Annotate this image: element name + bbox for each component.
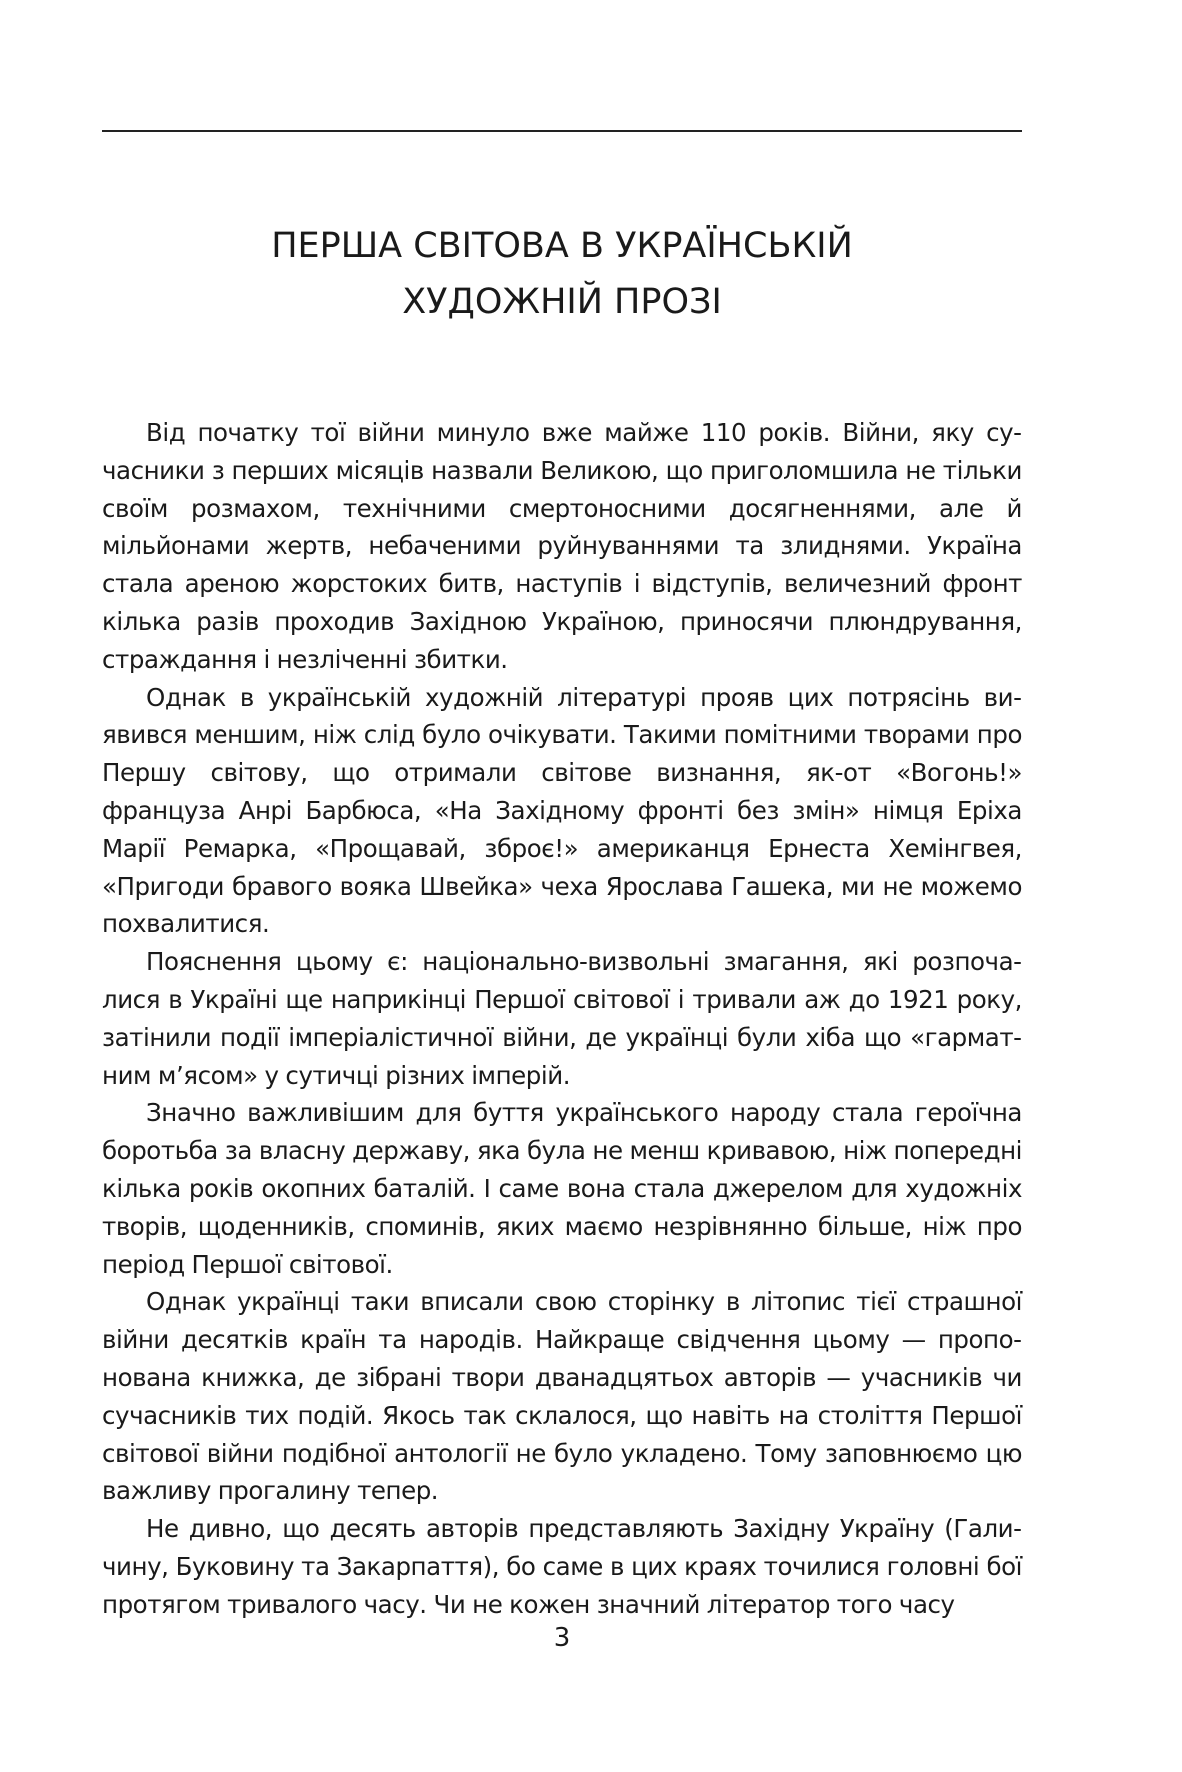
chapter-title-line-2: ХУДОЖНІЙ ПРОЗІ	[402, 282, 722, 322]
page-number: 3	[553, 1623, 571, 1653]
paragraph: Від початку тої війни минуло вже майже 110 років. Війни, яку сучасники з перших місяців назвали Великою, що приголомшила не тільки своїм розмахом, технічними смертоносними досягненнями, але й мільйонами жертв, небаченими руйнуваннями та злиднями. Україна стала ареною жорстоких битв, наступів і відступів, величезний фронт кілька разів проходив Західною Україною, приносячи плюндрування, страждання і незліченні збитки.	[102, 418, 1022, 674]
paragraph: Пояснення цьому є: національно-визвольні змагання, які розпочалися в Україні ще наприкінці Першої світової і тривали аж до 1921 року, затінили події імперіалістичної війни, де українці були хіба що «гарматним м’ясом» у сутичці різних імперій.	[102, 947, 1022, 1090]
chapter-title-line-1: ПЕРША СВІТОВА В УКРАЇНСЬКІЙ	[271, 226, 853, 266]
chapter-title	[102, 218, 1022, 330]
paragraph: Однак українці таки вписали свою сторінку в літопис тієї страшної війни десятків країн та народів. Найкраще свідчення цьому — пропонована книжка, де зібрані твори дванадцятьох авторів — учасників чи сучасників тих подій. Якось так склалося, що навіть на століття Першої світової війни подібної антології не було укладено. Тому заповнюємо цю важливу прогалину тепер.	[102, 1287, 1022, 1506]
paragraph: Не дивно, що десять авторів представляють Західну Україну (Галичину, Буковину та Закарпаття), бо саме в цих краях точилися головні бої протягом тривалого часу. Чи не кожен значний літератор того часу	[102, 1514, 1022, 1619]
body-text	[102, 414, 1022, 1624]
paragraph: Значно важливішим для буття українського народу стала героїчна боротьба за власну державу, яка була не менш кривавою, ніж попередні кілька років окопних баталій. І саме вона стала джерелом для художніх творів, щоденників, споминів, яких маємо незрівнянно більше, ніж про період Першої світової.	[102, 1098, 1022, 1279]
paragraph: Однак в українській художній літературі прояв цих потрясінь виявився меншим, ніж слід було очікувати. Такими помітними творами про Першу світову, що отримали світове визнання, як-от «Вогонь!» француза Анрі Барбюса, «На Західному фронті без змін» німця Еріха Марії Ремарка, «Прощавай, зброє!» американця Ернеста Хемінгвея, «Пригоди бравого вояка Швейка» чеха Ярослава Гашека, ми не можемо похвалитися.	[102, 682, 1022, 939]
header-rule	[102, 130, 1022, 132]
